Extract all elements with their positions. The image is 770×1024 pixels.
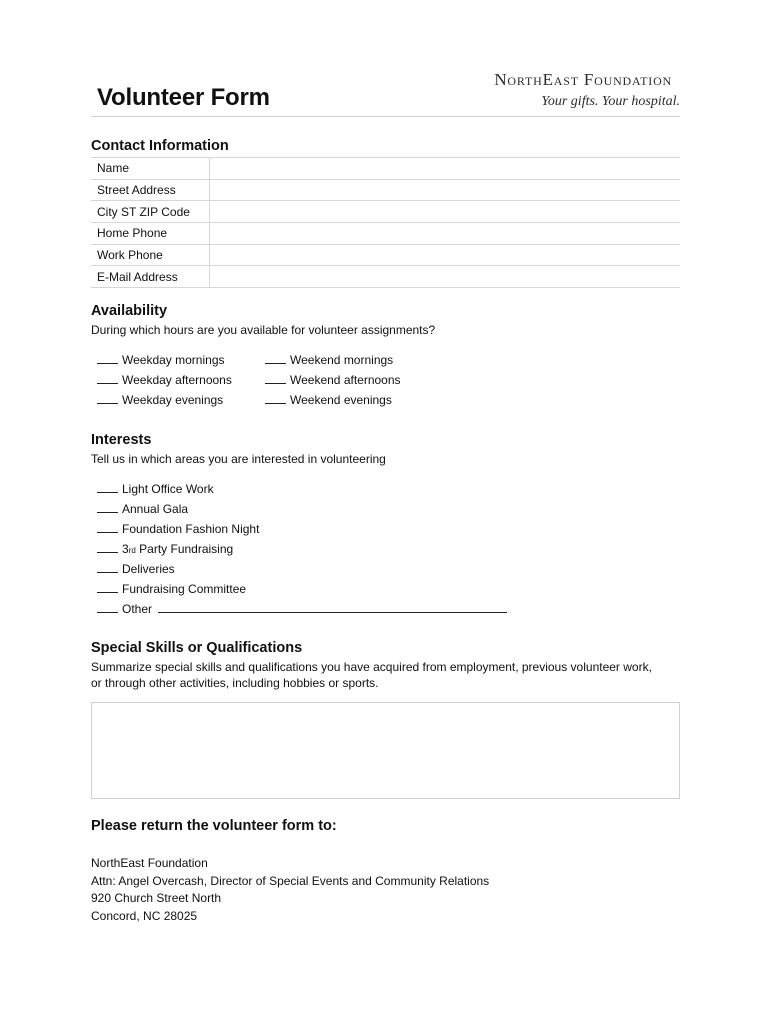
option-label: Weekday afternoons	[122, 373, 232, 387]
address-line: Attn: Angel Overcash, Director of Special Events and Community Relations	[91, 873, 490, 888]
option-label: Deliveries	[122, 562, 175, 576]
contact-heading: Contact Information	[91, 138, 229, 154]
org-logo	[494, 70, 680, 110]
city-st-zip-field[interactable]	[210, 201, 681, 223]
work-phone-field[interactable]	[210, 244, 681, 266]
name-field[interactable]	[210, 158, 681, 180]
contact-label-work-phone: Work Phone	[91, 244, 210, 266]
option-weekend-afternoons	[265, 370, 401, 390]
option-other	[97, 599, 507, 619]
option-weekend-mornings	[265, 350, 401, 370]
contact-table	[91, 157, 680, 288]
contact-label-home-phone: Home Phone	[91, 223, 210, 245]
checkbox-blank[interactable]	[265, 372, 286, 384]
home-phone-field[interactable]	[210, 223, 681, 245]
contact-row-name	[91, 158, 680, 180]
option-weekend-evenings	[265, 390, 401, 410]
address-line: Concord, NC 28025	[91, 908, 198, 923]
contact-label-city: City ST ZIP Code	[91, 201, 210, 223]
option-label: Annual Gala	[122, 502, 189, 516]
option-label: Weekend mornings	[290, 353, 394, 367]
skills-heading: Special Skills or Qualifications	[91, 640, 303, 656]
checkbox-blank[interactable]	[97, 392, 118, 404]
weekday-options	[97, 350, 232, 410]
checkbox-blank[interactable]	[97, 521, 118, 533]
contact-label-street: Street Address	[91, 179, 210, 201]
option-label: Other	[122, 602, 153, 616]
weekend-options	[265, 350, 401, 410]
option-annual-gala	[97, 499, 507, 519]
option-label: Weekday mornings	[122, 353, 225, 367]
availability-prompt: During which hours are you available for volunteer assignments?	[91, 323, 436, 337]
availability-heading: Availability	[91, 303, 168, 319]
option-label: Foundation Fashion Night	[122, 522, 260, 536]
street-address-field[interactable]	[210, 179, 681, 201]
page-title: Volunteer Form	[97, 84, 270, 111]
contact-label-name: Name	[91, 158, 210, 180]
email-field[interactable]	[210, 266, 681, 288]
option-weekday-afternoons	[97, 370, 232, 390]
option-weekday-evenings	[97, 390, 232, 410]
option-fundraising-committee	[97, 579, 507, 599]
contact-row-street	[91, 179, 680, 201]
option-label: Fundraising Committee	[122, 582, 247, 596]
option-deliveries	[97, 559, 507, 579]
option-label: Weekend evenings	[290, 393, 392, 407]
contact-row-work-phone	[91, 244, 680, 266]
checkbox-blank[interactable]	[97, 601, 118, 613]
option-third-party-fundraising: 3 rd Party Fundraising	[97, 539, 507, 559]
header-divider	[91, 116, 680, 117]
checkbox-blank[interactable]	[265, 392, 286, 404]
skills-prompt-line2: or through other activities, including hobbies or sports.	[91, 676, 379, 690]
checkbox-blank[interactable]	[97, 561, 118, 573]
return-address	[91, 855, 489, 925]
skills-prompt-line1: Summarize special skills and qualifications you have acquired from employment, previous volunteer work,	[91, 660, 652, 674]
option-label: Weekend afternoons	[290, 373, 401, 387]
interests-prompt: Tell us in which areas you are interested in volunteering	[91, 452, 386, 466]
option-label-number: 3	[122, 542, 129, 556]
option-label: Party Fundraising	[139, 542, 234, 556]
option-label: Light Office Work	[122, 482, 214, 496]
org-name: NorthEast Foundation	[494, 70, 672, 89]
checkbox-blank[interactable]	[97, 541, 118, 553]
option-label: Weekday evenings	[122, 393, 224, 407]
address-line: 920 Church Street North	[91, 891, 222, 905]
checkbox-blank[interactable]	[97, 581, 118, 593]
contact-row-home-phone	[91, 223, 680, 245]
checkbox-blank[interactable]	[97, 352, 118, 364]
other-text-field[interactable]	[158, 601, 507, 613]
address-line: NorthEast Foundation	[91, 856, 208, 870]
option-light-office-work	[97, 479, 507, 499]
interests-heading: Interests	[91, 432, 152, 448]
checkbox-blank[interactable]	[97, 481, 118, 493]
option-fashion-night	[97, 519, 507, 539]
contact-row-email	[91, 266, 680, 288]
option-weekday-mornings	[97, 350, 232, 370]
interest-options	[97, 479, 507, 619]
return-heading: Please return the volunteer form to:	[91, 818, 337, 834]
contact-row-city	[91, 201, 680, 223]
checkbox-blank[interactable]	[97, 372, 118, 384]
org-tagline: Your gifts. Your hospital.	[541, 94, 680, 109]
contact-label-email: E-Mail Address	[91, 266, 210, 288]
checkbox-blank[interactable]	[97, 501, 118, 513]
skills-textarea[interactable]	[91, 702, 680, 799]
checkbox-blank[interactable]	[265, 352, 286, 364]
